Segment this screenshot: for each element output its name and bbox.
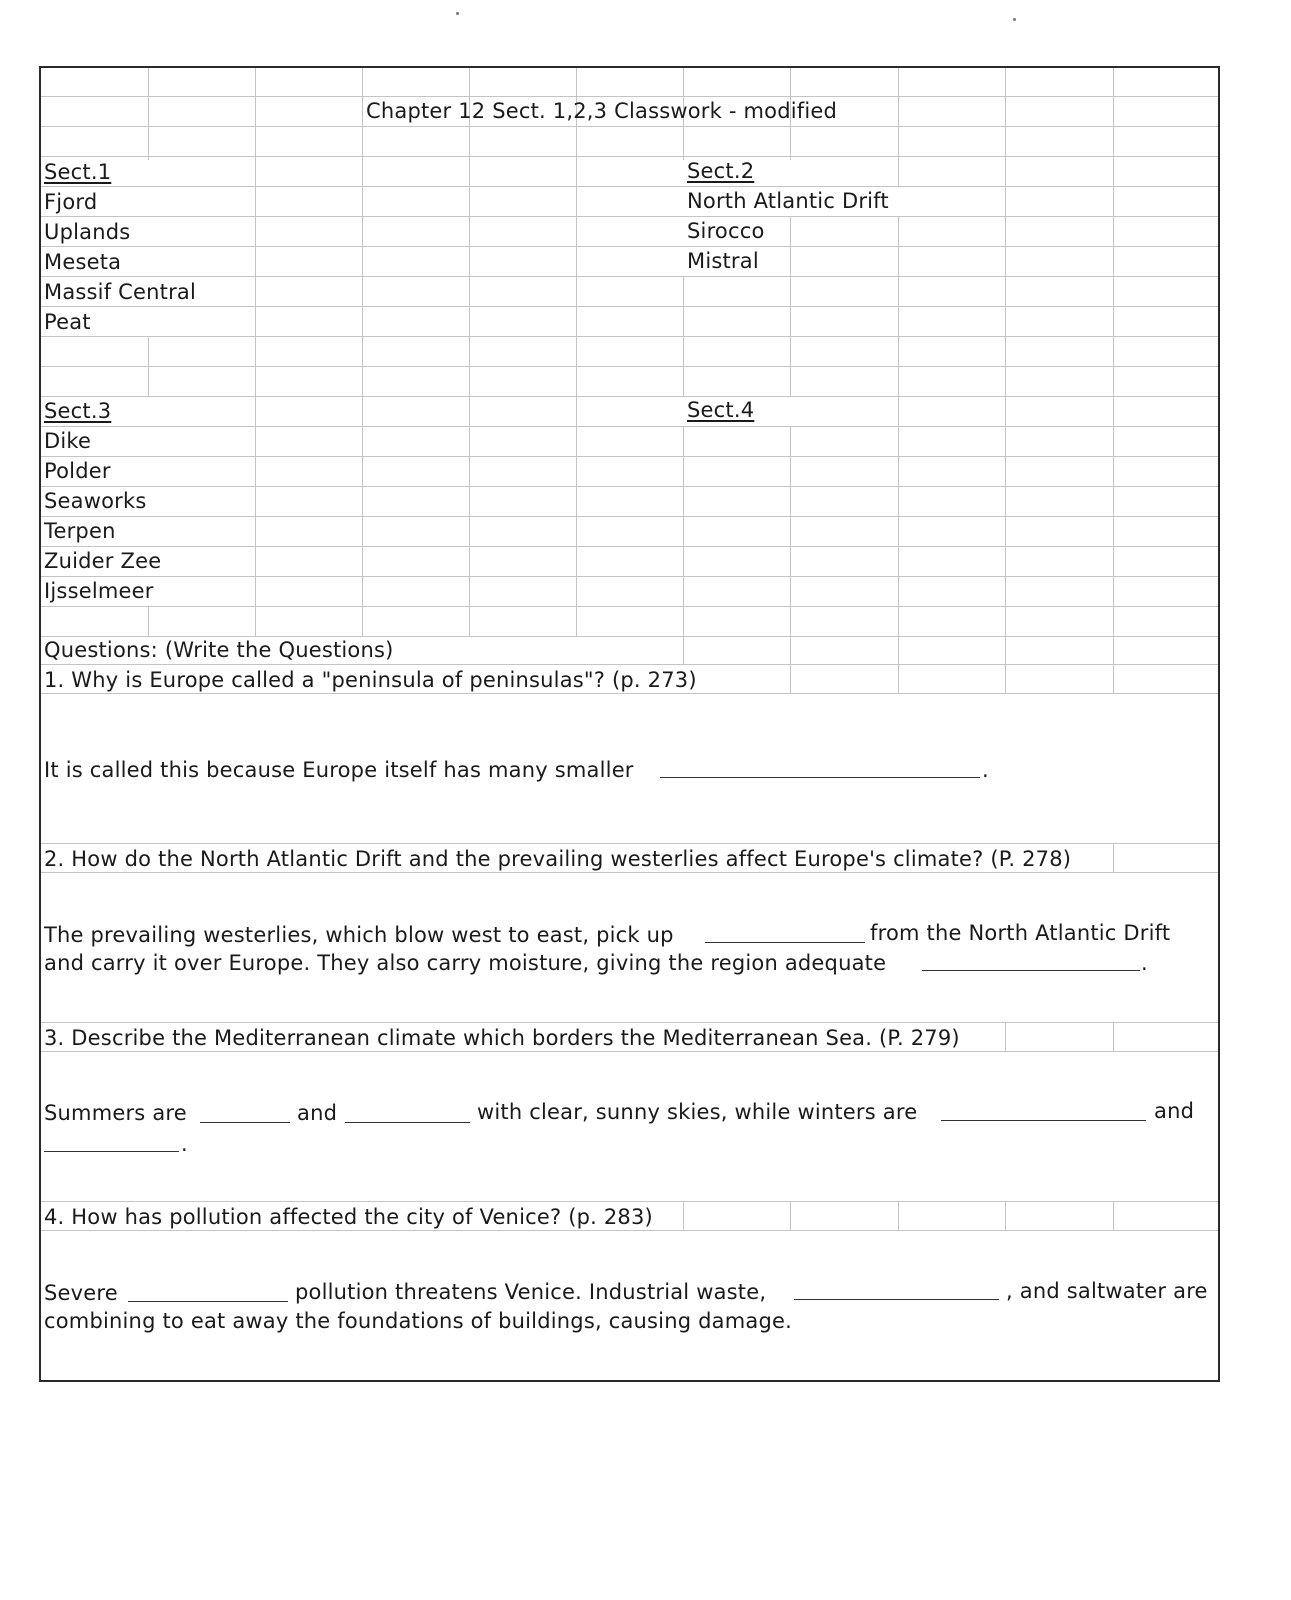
answer-blank[interactable] xyxy=(705,942,865,943)
sect3-term: Zuider Zee xyxy=(44,549,162,573)
question-1: 1. Why is Europe called a "peninsula of peninsulas"? (p. 273) xyxy=(44,668,697,692)
answer-2-text: and carry it over Europe. They also carry moisture, giving the region adequate xyxy=(44,951,887,975)
question-4: 4. How has pollution affected the city of Venice? (p. 283) xyxy=(44,1205,653,1229)
sect3-heading: Sect.3 xyxy=(44,399,112,423)
scan-dot xyxy=(456,12,459,15)
answer-blank[interactable] xyxy=(345,1122,470,1123)
answer-4-text: , and saltwater are xyxy=(1006,1279,1208,1303)
answer-blank[interactable] xyxy=(941,1120,1146,1121)
answer-blank[interactable] xyxy=(200,1122,290,1123)
sect3-term: Terpen xyxy=(44,519,116,543)
answer-1-text: . xyxy=(982,758,989,782)
answer-2-text: . xyxy=(1141,951,1148,975)
answer-blank[interactable] xyxy=(794,1299,999,1300)
sect3-term: Ijsselmeer xyxy=(44,579,154,603)
answer-2-text: The prevailing westerlies, which blow west to east, pick up xyxy=(44,923,674,947)
answer-4-text: pollution threatens Venice. Industrial waste, xyxy=(295,1280,767,1304)
sect2-term: North Atlantic Drift xyxy=(687,189,889,213)
sect1-term: Massif Central xyxy=(44,280,197,304)
answer-3-text: and xyxy=(297,1101,338,1125)
scan-dot xyxy=(1013,18,1016,21)
answer-4-text: Severe xyxy=(44,1281,118,1305)
worksheet-grid xyxy=(39,66,1220,1382)
answer-3-text: Summers are xyxy=(44,1101,187,1125)
sect1-term: Fjord xyxy=(44,190,98,214)
sect3-term: Polder xyxy=(44,459,111,483)
sect1-term: Uplands xyxy=(44,220,131,244)
sect2-term: Sirocco xyxy=(687,219,765,243)
question-3: 3. Describe the Mediterranean climate which borders the Mediterranean Sea. (P. 279) xyxy=(44,1026,960,1050)
answer-blank[interactable] xyxy=(660,777,980,778)
sect3-term: Dike xyxy=(44,429,92,453)
sect2-heading: Sect.2 xyxy=(687,159,755,183)
sect2-term: Mistral xyxy=(687,249,759,273)
sect1-term: Meseta xyxy=(44,250,122,274)
answer-2-text: from the North Atlantic Drift xyxy=(870,921,1171,945)
answer-1-text: It is called this because Europe itself has many smaller xyxy=(44,758,634,782)
answer-4-text: combining to eat away the foundations of buildings, causing damage. xyxy=(44,1309,792,1333)
sect1-heading: Sect.1 xyxy=(44,160,112,184)
answer-3-text: and xyxy=(1154,1099,1195,1123)
sect3-term: Seaworks xyxy=(44,489,147,513)
answer-3-text: . xyxy=(181,1132,188,1156)
page-title: Chapter 12 Sect. 1,2,3 Classwork - modified xyxy=(366,99,838,123)
answer-3-text: with clear, sunny skies, while winters are xyxy=(477,1100,918,1124)
sect1-term: Peat xyxy=(44,310,91,334)
answer-blank[interactable] xyxy=(44,1151,179,1152)
sect4-heading: Sect.4 xyxy=(687,398,755,422)
question-2: 2. How do the North Atlantic Drift and the prevailing westerlies affect Europe's climate? (P. 278) xyxy=(44,847,1072,871)
questions-heading: Questions: (Write the Questions) xyxy=(44,638,394,662)
answer-blank[interactable] xyxy=(922,970,1140,971)
answer-blank[interactable] xyxy=(128,1301,288,1302)
